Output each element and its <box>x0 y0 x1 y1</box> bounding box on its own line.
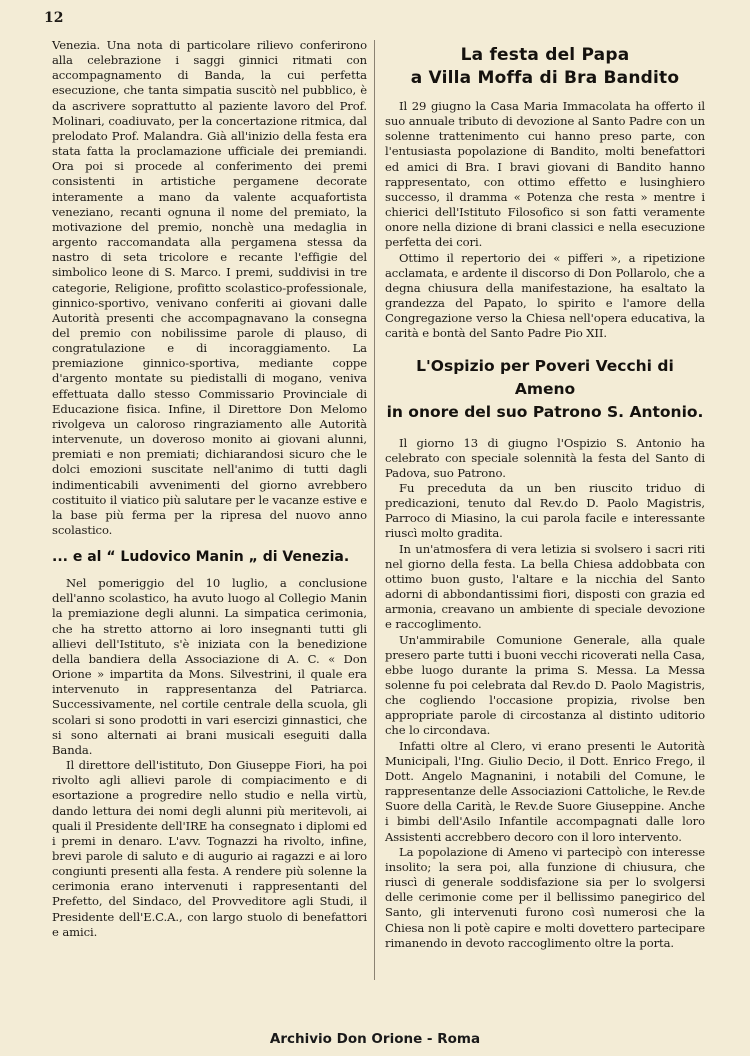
left-column <box>52 38 367 940</box>
heading-line: La festa del Papa <box>460 45 630 65</box>
paragraph: Infatti oltre al Clero, vi erano presenti le Autorità Municipali, l'Ing. Giulio Decio, il Dott. Enrico Frego, il Dott. Angelo Magnanini, i notabili del Comune, le rappresentanze delle Associazioni Cattoliche, le Rev.de Suore della Carità, le Rev.de Suore Giuseppine. Anche i bimbi dell'Asilo Infantile accompagnati dalle loro Assistenti accrebbero decoro con il loro intervento. <box>385 738 705 844</box>
paragraph: Il 29 giugno la Casa Maria Immacolata ha offerto il suo annuale tributo di devozione al Santo Padre con un solenne trattenimento cui hanno preso parte, con l'entusiasta popolazione di Bandito, molti benefattori ed amici di Bra. I bravi giovani di Bandito hanno rappresentato, con ottimo effetto e lusinghiero successo, il dramma « Potenza che resta » mentre i chierici dell'Istituto Filosofico si son fatti veramente onore nella dizione di brani classici e nella esecuzione perfetta dei cori. <box>385 99 705 250</box>
page-number: 12 <box>44 10 64 26</box>
paragraph: Fu preceduta da un ben riuscito triduo di predicazioni, tenuto dal Rev.do D. Paolo Magistris, Parroco di Miasino, la cui parola facile e interessante riuscì molto gradita. <box>385 480 705 541</box>
paragraph: Il direttore dell'istituto, Don Giuseppe Fiori, ha poi rivolto agli allievi parole di compiacimento e di esortazione a progredire nello studio e nella virtù, dando lettura dei nomi degli alunni più meritevoli, ai quali il Presidente dell'IRE ha consegnato i diplomi ed i premi in denaro. L'avv. Tognazzi ha rivolto, infine, brevi parole di saluto e di augurio ai ragazzi e ai loro congiunti presenti alla festa. A rendere più solenne la cerimonia erano intervenuti i rappresentanti del Prefetto, del Sindaco, del Provveditore agli Studi, il Presidente dell'E.C.A., con largo stuolo di benefattori e amici. <box>52 758 367 939</box>
paragraph: Il giorno 13 di giugno l'Ospizio S. Antonio ha celebrato con speciale solennità la festa del Santo di Padova, suo Patrono. <box>385 435 705 480</box>
paragraph: Nel pomeriggio del 10 luglio, a conclusione dell'anno scolastico, ha avuto luogo al Collegio Manin la premiazione degli alunni. La simpatica cerimonia, che ha stretto attorno ai loro insegnanti tutti gli allievi dell'Istituto, s'è iniziata con la benedizione della bandiera della Associazione di A. C. « Don Orione » impartita da Mons. Silvestrini, il quale era intervenuto in rappresentanza del Patriarca. Successivamente, nel cortile centrale della scuola, gli scolari si sono prodotti in vari esercizi ginnastici, che si sono alternati ai brani musicali eseguiti dalla Banda. <box>52 576 367 757</box>
paragraph: Ottimo il repertorio dei « pifferi », a ripetizione acclamata, e ardente il discorso di Don Pollarolo, che a degna chiusura della manifestazione, ha esaltato la grandezza del Papato, lo spirito e l'amore della Congregazione verso la Chiesa nell'opera educativa, la carità e bontà del Santo Padre Pio XII. <box>385 250 705 341</box>
paragraph: La popolazione di Ameno vi partecipò con interesse insolito; la sera poi, alla funzione di chiusura, che riuscì di generale soddisfazione sia per lo svolgersi delle cerimonie come per il bellissimo panegirico del Santo, gli intervenuti furono così numerosi che la Chiesa non li potè capire e molti dovettero partecipare rimanendo in devoto raccoglimento oltre la porta. <box>385 844 705 950</box>
article-heading-ospizio <box>385 355 705 424</box>
heading-line: a Villa Moffa di Bra Bandito <box>410 68 680 88</box>
right-column <box>385 38 705 951</box>
heading-line: in onore del suo Patrono S. Antonio. <box>386 402 704 421</box>
article-heading-manin: ... e al “ Ludovico Manin „ di Venezia. <box>52 549 350 566</box>
heading-line: L'Ospizio per Poveri Vecchi di Ameno <box>416 356 674 398</box>
paragraph: In un'atmosfera di vera letizia si svolsero i sacri riti nel giorno della festa. La bella Chiesa addobbata con ottimo buon gusto, l'altare e la nicchia del Santo adorni di abbondantissimi fiori, disposti con grazia ed armonia, creavano un ambiente di speciale devozione e raccoglimento. <box>385 541 705 632</box>
column-divider <box>374 40 375 980</box>
archive-footer: Archivio Don Orione - Roma <box>269 1031 481 1047</box>
article-heading-papa <box>385 44 705 90</box>
paragraph: Un'ammirabile Comunione Generale, alla quale presero parte tutti i buoni vecchi ricoverati nella Casa, ebbe luogo durante la prima S. Messa. La Messa solenne fu poi celebrata dal Rev.do D. Paolo Magistris, che cogliendo l'occasione propizia, rivolse ben appropriate parole di circostanza al distinto uditorio che lo circondava. <box>385 632 705 738</box>
paragraph: Venezia. Una nota di particolare rilievo conferirono alla celebrazione i saggi ginnici ritmati con accompagnamento di Banda, la cui perfetta esecuzione, che tanta simpatia suscitò nel pubblico, è da ascrivere soprattutto al paziente lavoro del Prof. Molinari, coadiuvato, per la concertazione ritmica, dal prelodato Prof. Malandra. Già all'inizio della festa era stata fatta la proclamazione ufficiale dei premiandi. Ora poi si procede al conferimento dei premi consistenti in artistiche pergamene decorate interamente a mano da valente acquafortista veneziano, recanti ognuna il nome del premiato, la motivazione del premio, nonchè una medaglia in argento raccomandata alla pergamena stessa da nastro di seta tricolore e recante l'effigie del simbolico leone di S. Marco. I premi, suddivisi in tre categorie, Religione, profitto scolastico-professionale, ginnico-sportivo, venivano conferiti ai giovani dalle Autorità presenti che accompagnavano la consegna del premio con nobilissime parole di plauso, di congratulazione e di incoraggiamento. La premiazione ginnico-sportiva, mediante coppe d'argento montate su piedistalli di mogano, veniva effettuata dallo stesso Commissario Provinciale di Educazione fisica. Infine, il Direttore Don Melomo rivolgeva un caloroso ringraziamento alle Autorità intervenute, un doveroso monito ai giovani alunni, premiati e non premiati; dichiarandosi sicuro che le dolci emozioni suscitate nell'animo di tutti dagli indimenticabili avvenimenti del giorno avrebbero costituito il viatico più salutare per le vacanze estive e la base più ferma per la ripresa del nuovo anno scolastico. <box>52 38 367 537</box>
